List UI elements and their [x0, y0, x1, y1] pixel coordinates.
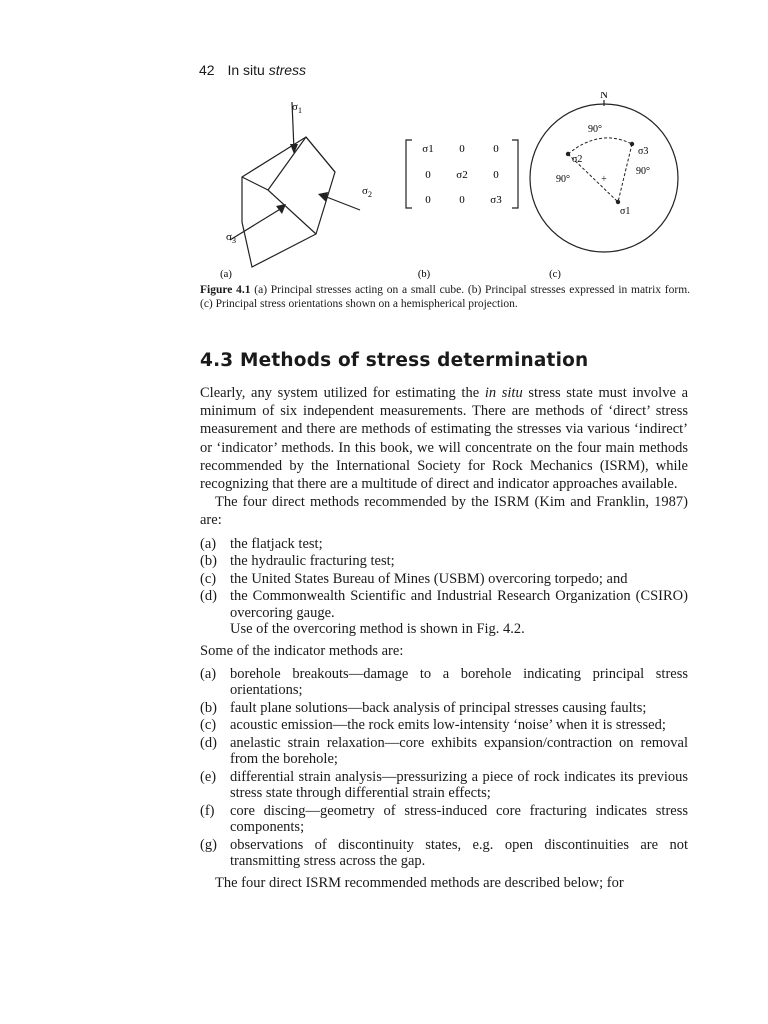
list-item: (e) differential strain analysis—pressurizing a piece of rock indicates its previous stress state through differential strain effects; [200, 768, 688, 802]
cube-label-s2: $\sigma_2$ [362, 185, 372, 199]
list-item: (a) borehole breakouts—damage to a borehole indicating principal stress orientations; [200, 665, 688, 699]
panel-label-a: (a) [220, 269, 232, 280]
angle-left-label: 90° [556, 174, 570, 185]
caption-text: (a) Principal stresses acting on a small cube. (b) Principal stresses expressed in matrix form. (c) Principal stress orientations shown on a hemispherical projection. [200, 284, 691, 310]
matrix-cell: 0 [493, 169, 499, 181]
list-item: (b) the hydraulic fracturing test; [200, 553, 395, 570]
matrix-cell: 0 [459, 194, 465, 206]
figure-4-1 [200, 92, 690, 280]
body-text [200, 384, 688, 892]
matrix-cell: 0 [493, 143, 499, 155]
paragraph-intro: Clearly, any system utilized for estimating the in situ stress state must involve a minimum of six independent measurements. There are methods of ‘direct’ stress measurement and there are methods of estimating the stresses via various ‘indirect’ or ‘indicator’ methods. In this book, we will concentrate on the four main methods recommended by the International Society for Rock Mechanics (ISRM), while recognizing that there are a multitude of direct and indicator approaches available. [200, 385, 689, 493]
list-item: (c) acoustic emission—the rock emits low-intensity ‘noise’ when it is stressed; [200, 717, 666, 734]
matrix-cell: σ2 [456, 169, 468, 181]
matrix-cell: 0 [425, 194, 431, 206]
stress-matrix [406, 140, 518, 208]
proj-s2-label: σ2 [572, 154, 583, 165]
matrix-cell: σ3 [490, 194, 502, 206]
running-title-italic: stress [268, 62, 307, 78]
paragraph-direct-intro: The four direct methods recommended by the ISRM (Kim and Franklin, 1987) are: [200, 494, 688, 529]
running-header [199, 62, 306, 78]
list-item: (d) the Commonwealth Scientific and Industrial Research Organization (CSIRO) overcoring gauge. Use of the overcoring method is shown in Fig. 4.2. [200, 588, 688, 638]
panel-label-b: (b) [417, 269, 431, 280]
sigma2-arrow [324, 196, 360, 210]
overcoring-note: Use of the overcoring method is shown in Fig. 4.2. [230, 621, 525, 638]
panel-label-c: (c) [549, 269, 561, 280]
sigma3-arrow [230, 208, 282, 240]
paragraph-closing: The four direct ISRM recommended methods are described below; for [215, 874, 624, 891]
section-heading: 4.3 Methods of stress determination [200, 350, 589, 371]
cube-diagram [230, 102, 360, 267]
matrix-cell: 0 [425, 169, 431, 181]
north-label: N [600, 92, 608, 101]
cube-label-s3: $\sigma_3$ [226, 231, 236, 245]
angle-top-label: 90° [588, 124, 602, 135]
proj-s3-label: σ3 [638, 146, 649, 157]
angle-right-label: 90° [636, 166, 650, 177]
running-title: In situ [227, 62, 265, 78]
svg-text:+: + [601, 174, 607, 185]
caption-label: Figure 4.1 [200, 284, 251, 296]
indicator-methods-list [200, 666, 688, 870]
cube-label-s1: $\sigma_1$ [292, 101, 302, 115]
list-item: (f) core discing—geometry of stress-induced core fracturing indicates stress components; [200, 802, 688, 836]
proj-s1-label: σ1 [620, 206, 631, 217]
page-number: 42 [199, 62, 215, 78]
list-item: (d) anelastic strain relaxation—core exhibits expansion/contraction on removal from the borehole; [200, 734, 688, 768]
matrix-cell: σ1 [422, 143, 434, 155]
direct-methods-list [200, 536, 688, 638]
list-item: (b) fault plane solutions—back analysis of principal stresses causing faults; [200, 699, 647, 716]
list-item: (g) observations of discontinuity states, e.g. open discontinuities are not transmitting stress across the gap. [200, 836, 688, 870]
paragraph-indicator-intro: Some of the indicator methods are: [200, 642, 404, 659]
figure-caption [200, 284, 690, 311]
hemispherical-projection [530, 92, 678, 252]
list-item: (c) the United States Bureau of Mines (USBM) overcoring torpedo; and [200, 570, 628, 587]
matrix-cell: 0 [459, 143, 465, 155]
list-item: (a) the flatjack test; [200, 535, 323, 552]
